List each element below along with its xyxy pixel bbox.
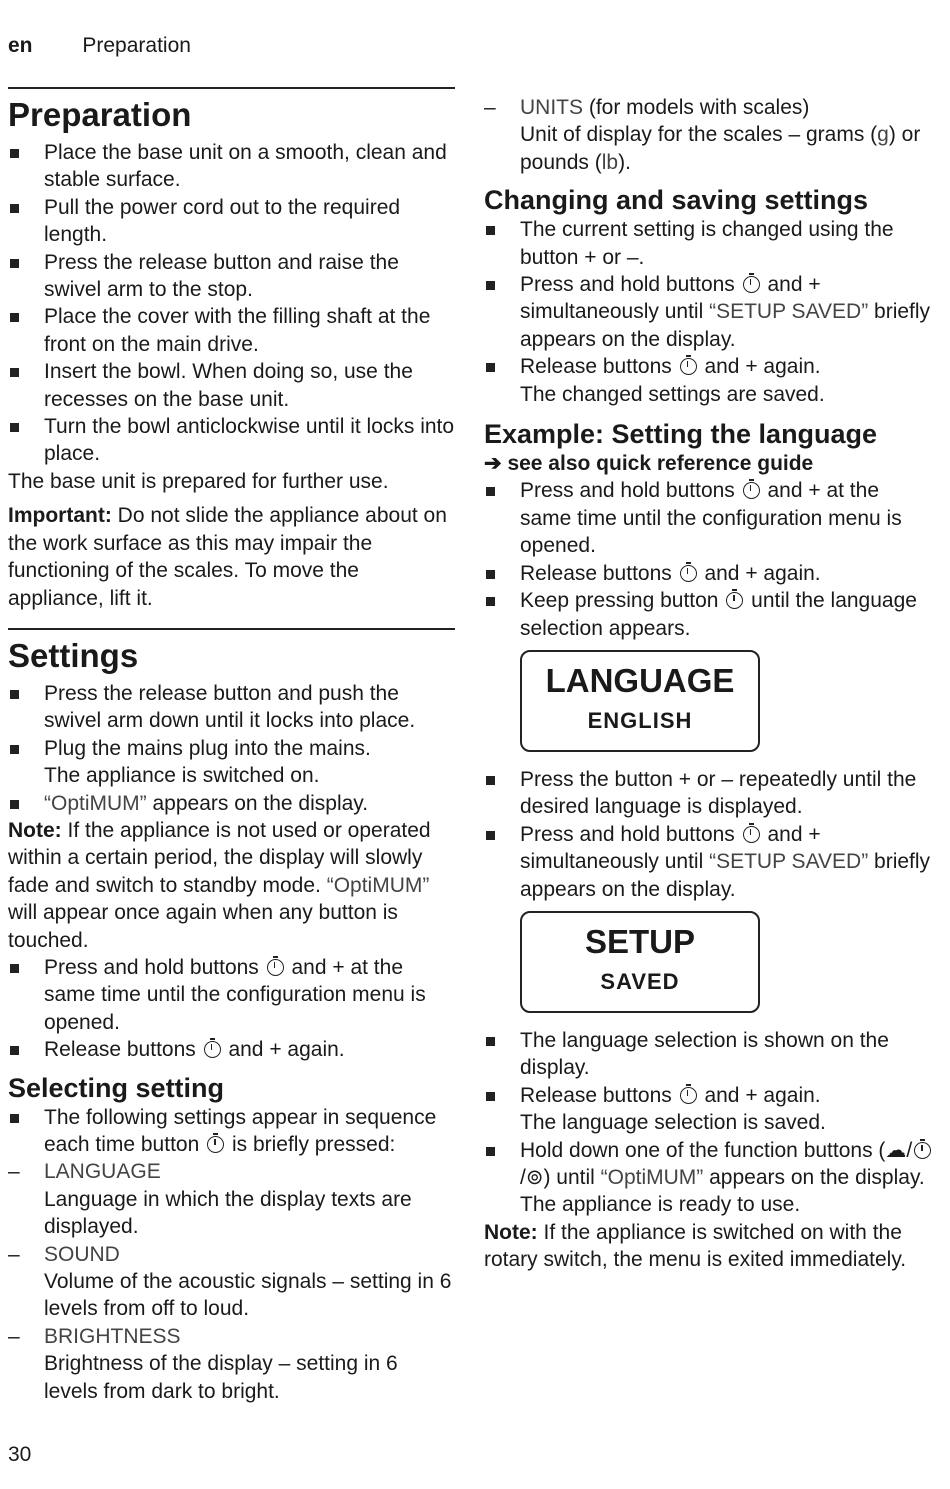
language-code: en [8, 34, 33, 57]
list-item [8, 735, 455, 790]
list-item-text: The following settings appear in sequence each time button [44, 1105, 437, 1156]
list-item: Turn the bowl anticlockwise until it locks into place. [8, 413, 455, 468]
list-item: Press the button + or – repeatedly until the desired language is displayed. [484, 766, 934, 821]
note-text: If the appliance is switched on with the rotary switch, the menu is exited immediately. [484, 1220, 907, 1272]
setting-name: SOUND [44, 1242, 120, 1266]
timer-icon [207, 1136, 224, 1153]
preparation-result: The base unit is prepared for further use. [8, 469, 389, 493]
setting-desc: Volume of the acoustic signals – setting in 6 levels from off to loud. [44, 1270, 452, 1321]
list-item [484, 477, 934, 559]
display-text: “SETUP SAVED” [709, 850, 869, 874]
setting-name: LANGUAGE [44, 1160, 161, 1184]
reference-link [484, 450, 934, 477]
list-item-text: briefly appears on the display. [520, 300, 931, 351]
setting-name: UNITS [520, 96, 583, 119]
list-item [484, 271, 934, 353]
list-item-text: briefly appears on the display. [520, 850, 931, 901]
display-line-2: ENGLISH [587, 707, 693, 733]
divider [8, 628, 455, 630]
list-item: Place the cover with the filling shaft at the front on the main drive. [8, 303, 455, 358]
timer-icon [680, 1087, 697, 1104]
page-number: 30 [8, 1443, 32, 1466]
list-item [484, 353, 934, 408]
timer-icon [743, 826, 760, 843]
setting-desc: Language in which the display texts are displayed. [44, 1187, 412, 1239]
preparation-heading: Preparation [8, 96, 192, 133]
list-item-result: The appliance is switched on. [44, 764, 320, 788]
timer-icon [914, 1142, 931, 1159]
changing-list [484, 216, 934, 408]
setting-note: (for models with scales) [583, 96, 810, 119]
display-line-1: SETUP [584, 922, 696, 960]
list-item-text: Press and hold buttons [520, 822, 741, 846]
setting-desc: ) or pounds ( [520, 123, 921, 174]
list-item: Press the release button and push the swivel arm down until it locks into place. [8, 680, 455, 735]
list-item-text: and + again. [698, 561, 821, 585]
setting-item-brightness [8, 1323, 455, 1405]
list-item-text: Release buttons [520, 1083, 678, 1107]
list-item-text: Press and hold buttons [520, 479, 741, 503]
setting-item-sound [8, 1241, 455, 1323]
timer-icon [743, 482, 760, 499]
list-item-text: Release buttons [520, 561, 678, 585]
list-item [8, 1036, 455, 1063]
display-text: “SETUP SAVED” [709, 300, 869, 324]
settings-heading: Settings [8, 636, 139, 674]
units-list [484, 94, 934, 176]
list-item [484, 821, 934, 903]
selecting-heading: Selecting setting [8, 1072, 225, 1103]
timer-icon [680, 358, 697, 375]
display-line-1: LANGUAGE [545, 661, 735, 699]
kneading-icon: ☁ [885, 1138, 907, 1162]
list-item-text: and + at the same time until the configuration menu is opened. [520, 479, 902, 558]
important-text: Do not slide the appliance about on the work surface as this may impair the functioning of the scales. To move the appliance, lift it. [8, 504, 447, 610]
list-item-text: and + at the same time until the configuration menu is opened. [44, 955, 426, 1034]
list-item-text: until the language selection appears. [520, 589, 917, 640]
example-heading: Example: Setting the language [484, 419, 878, 450]
list-item-text: appears on the display. The appliance is ready to use. [520, 1165, 925, 1217]
note-text: will appear once again when any button is touched. [8, 901, 398, 952]
list-item-text: Press and hold buttons [44, 955, 265, 979]
list-item-text: Release buttons [520, 355, 678, 379]
right-column [484, 94, 934, 1274]
list-item-text: ) until [543, 1165, 601, 1189]
unit-g: g [877, 123, 889, 147]
note-paragraph [8, 817, 455, 954]
list-item-text: and + simultaneously until [520, 273, 821, 324]
setting-desc: Brightness of the display – setting in 6 levels from dark to bright. [44, 1352, 398, 1403]
list-item: Place the base unit on a smooth, clean and stable surface. [8, 139, 455, 194]
setting-item-units [484, 94, 934, 176]
list-item: Press the release button and raise the swivel arm to the stop. [8, 249, 455, 304]
display-language [520, 650, 760, 752]
list-item-text: Hold down one of the function buttons ( [520, 1138, 886, 1162]
list-item: The language selection is shown on the display. [484, 1027, 934, 1082]
list-item-result: The changed settings are saved. [520, 382, 825, 406]
list-item-text: Release buttons [44, 1038, 202, 1062]
section-title: Preparation [82, 34, 191, 57]
selecting-list [8, 1104, 455, 1405]
list-item-text: and + again. [698, 355, 821, 379]
list-item [8, 790, 455, 817]
list-item: Insert the bowl. When doing so, use the recesses on the base unit. [8, 358, 455, 413]
note-label: Note: [8, 818, 62, 842]
important-label: Important: [8, 504, 112, 528]
settings-list [8, 680, 455, 817]
list-item-text: and + again. [698, 1083, 821, 1107]
list-item [8, 1104, 455, 1159]
list-item-text: Plug the mains plug into the mains. [44, 736, 371, 760]
setting-desc: Unit of display for the scales – grams ( [520, 123, 878, 147]
preparation-list [8, 139, 455, 468]
unit-lb: lb [601, 150, 619, 174]
list-item-text: appears on the display. [146, 791, 369, 815]
important-paragraph [8, 502, 455, 612]
reference-text: see also quick reference guide [507, 452, 814, 476]
setting-desc: ). [618, 150, 631, 174]
list-item [484, 1082, 934, 1137]
list-item [484, 560, 934, 587]
page-header [8, 34, 191, 58]
display-text: “OptiMUM” [600, 1165, 704, 1189]
divider [8, 87, 455, 89]
setting-name: BRIGHTNESS [44, 1324, 181, 1348]
list-item-text: and + again. [222, 1038, 345, 1062]
note-label: Note: [484, 1220, 538, 1244]
note-text: If the appliance is not used or operated within a certain period, the display will slowly fade and switch to standby mode. [8, 818, 431, 897]
list-item-text: is briefly pressed: [226, 1133, 396, 1156]
list-item-text: and + simultaneously until [520, 822, 821, 874]
example-list-2 [484, 766, 934, 903]
list-item: Pull the power cord out to the required length. [8, 194, 455, 249]
timer-icon [743, 276, 760, 293]
setting-item-language [8, 1158, 455, 1240]
list-item-text: Keep pressing button [520, 589, 725, 613]
display-text: “OptiMUM” [44, 791, 147, 815]
note-paragraph [484, 1219, 934, 1274]
display-setup-saved [520, 911, 760, 1013]
list-item-text: Press and hold buttons [520, 273, 741, 297]
changing-heading: Changing and saving settings [484, 185, 869, 216]
timer-icon [726, 592, 743, 609]
display-text: “OptiMUM” [326, 873, 430, 897]
list-item: Hold down one of the function buttons (☁//⊚) until “OptiMUM” appears on the display. The appliance is ready to use. [484, 1137, 934, 1219]
scale-icon: ⊚ [525, 1165, 544, 1189]
list-item [484, 587, 934, 642]
list-item-result: The language selection is saved. [520, 1111, 826, 1135]
display-line-2: SAVED [600, 968, 680, 994]
timer-icon [680, 565, 697, 582]
list-item: The current setting is changed using the button + or –. [484, 216, 934, 271]
timer-icon [267, 959, 284, 976]
left-column [8, 87, 455, 1405]
settings-list-2 [8, 954, 455, 1064]
timer-icon [204, 1041, 221, 1058]
example-list-3 [484, 1027, 934, 1219]
list-item [8, 954, 455, 1036]
arrow-right-icon: ➔ [484, 452, 508, 476]
example-list [484, 477, 934, 641]
